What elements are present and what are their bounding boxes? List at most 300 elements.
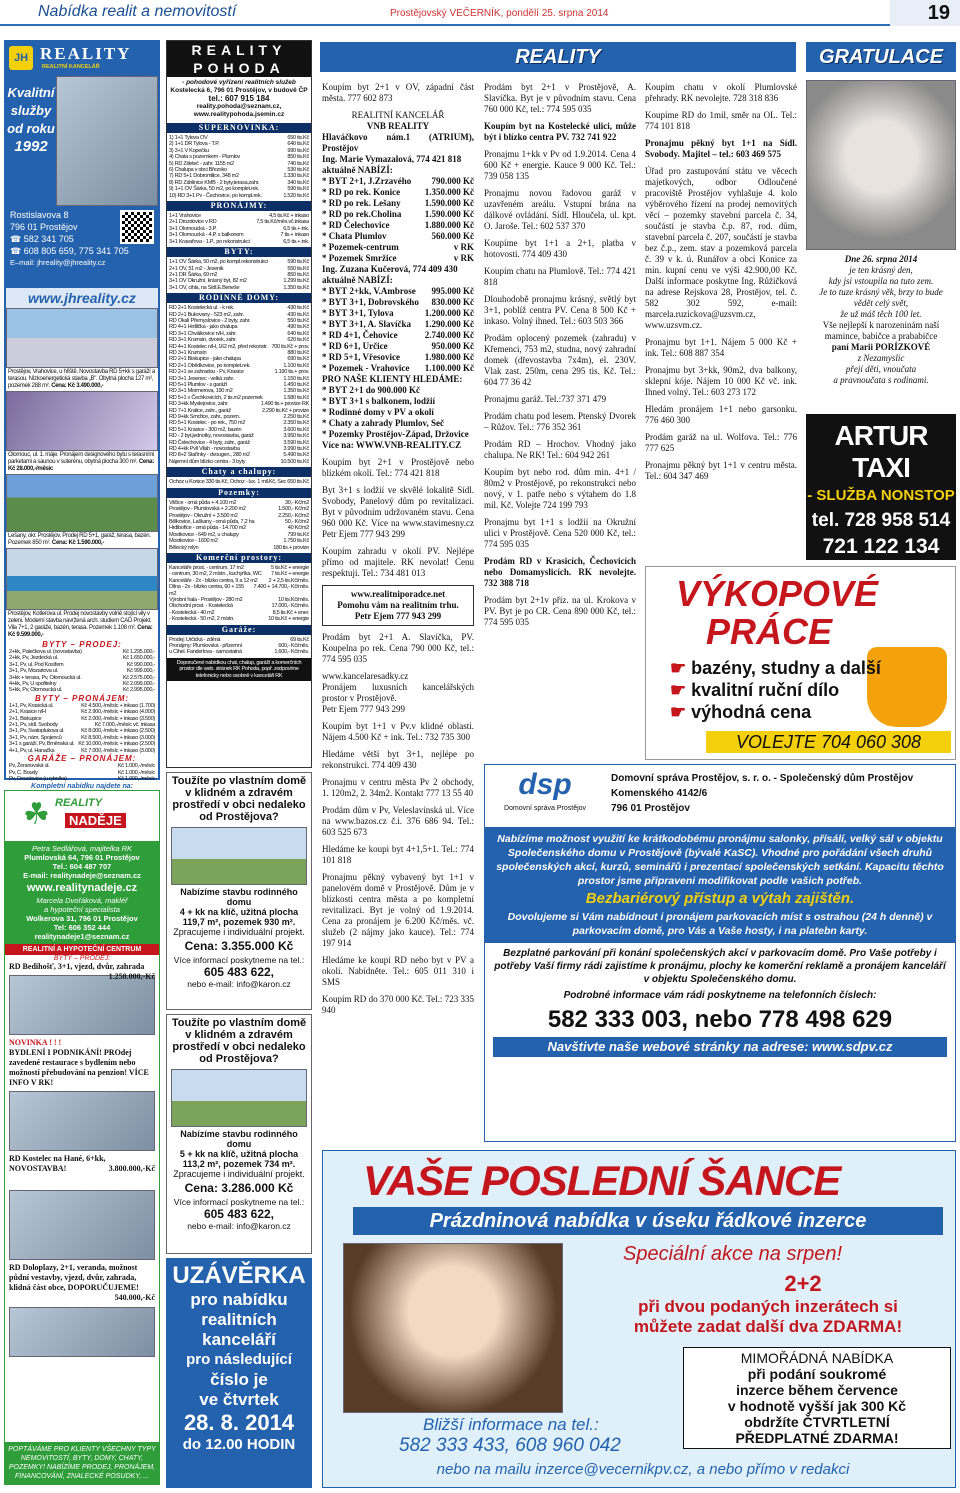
- row-value: 340 tis.Kč: [287, 179, 309, 186]
- dsp-address: [605, 765, 955, 827]
- row-label: RD Čelechovice - 4 byty, zahr., garáž: [169, 439, 250, 446]
- extra-line: obdržíte ČTVRTLETNÍ: [744, 1414, 890, 1430]
- classified-ad: Prodám byt 2+1v příz. na ul. Krokova v PV. Byt je po CR. Cena 890 000 Kč, tel.: 774 595 035: [484, 595, 636, 627]
- row-value: 7,5 tis.Kč/měs.vč.inkasa: [256, 219, 309, 226]
- row-label: Bělkovice, Laškany - orná půda, 7,2 ha: [169, 518, 255, 525]
- jh-phone[interactable]: ☎ 582 341 705: [10, 234, 74, 244]
- row-label: RD 5+1 Plumlov - s garáží: [169, 382, 227, 388]
- uzaverka-line: ve čtvrtek: [199, 1390, 279, 1409]
- row-value: 3.950 tis.Kč: [283, 433, 309, 440]
- supernovinka-list: [167, 135, 311, 199]
- chaty-heading: Chaty a chalupy:: [167, 467, 311, 477]
- classified-ad: Koupím byt 1+1 v Pv.v klidné oblasti. Nájem 4.500 Kč + ink. Tel.: 732 735 300: [322, 721, 474, 742]
- offer-text: Lešany, okr. Prostějov. Prodej RD 5+1, garáž, terasa, bazén. Pozemek 850 m².: [8, 533, 151, 546]
- row-value: 990 tis.Kč: [287, 147, 309, 154]
- row-label: 3+1 OV, cihla, na Sídl.E.Beneše: [169, 284, 240, 291]
- dsp-web[interactable]: Navštivte naše webové stránky na adrese: www.sdpv.cz: [493, 1037, 947, 1057]
- row-value: 1.490 tis.+ provize RK: [260, 401, 309, 408]
- text-line: Je to tuze krásný věk, brzy to bude: [819, 287, 943, 297]
- list-row: [169, 459, 309, 465]
- row-value: 10 tis.Kč/měs.: [278, 596, 309, 603]
- supernovinka-heading: SUPERNOVINKA:: [167, 123, 311, 133]
- vnb-item: [322, 330, 474, 341]
- vnb-item-label: * BYT 3+1, Dobrovského: [322, 297, 419, 307]
- row-label: - Kostelecká - 40 m2: [169, 609, 215, 616]
- classified-ad: Koupím chatu v okolí Plumlovské přehrady. RK nevolejte. 728 318 836: [645, 82, 797, 103]
- chaty-text: Ochoz u Konice 330 tis.Kč, Ochoz - lux. 1 mil.Kč, Sec 650 tis.Kč: [169, 479, 309, 486]
- row-value: Kč 1.000,-/měsíc: [117, 763, 155, 770]
- rodinne-domy-heading: RODINNÉ DOMY:: [167, 293, 311, 303]
- house-ad-desc2: Zpracujeme i individuální projekt.: [173, 927, 305, 937]
- house-ad-1: [166, 772, 312, 1010]
- row-label: 3+1, Pv, Svatoplukova ul.: [9, 728, 65, 735]
- house-ad-desc: 4 + kk na klíč, užitná plocha 119,7 m², pozemek 930 m².: [179, 907, 299, 927]
- uzaverka-time: do 12.00 HODIN: [182, 1436, 296, 1453]
- house-photo-3: [6, 474, 158, 532]
- row-value: Kč 7.000,-/měsíc vč. inkasa: [94, 722, 155, 729]
- vnb-address: Hlaváčkovo nám.1 (ATRIUM), Prostějov: [322, 132, 474, 153]
- vnb-item-label: * Pozemek-centrum: [322, 242, 399, 252]
- jh-contact: [6, 206, 158, 288]
- komercni-list: [167, 565, 311, 623]
- box-line: Pomohu vám na realitním trhu.: [337, 600, 459, 610]
- classified-ad: Prodám dům v Pv, Veleslavínská ul. Více na www.bazos.cz č.i. 376 686 94. Tel.: 603 525 673: [322, 805, 474, 837]
- agent-role: a hypoteční specialista: [44, 905, 120, 914]
- row-label: 8) RD Záhlinice KMB - 2 byty,terasa,zahr.: [169, 179, 260, 186]
- classified-ad: Koupím byt 2+1 v Prostějově nebo blízkém okolí. Tel.: 774 421 818: [322, 457, 474, 478]
- dsp-access: Bezbariérový přístup a výtah zajištěn.: [585, 890, 855, 907]
- pohoda-title-2: POHODA: [193, 60, 285, 76]
- row-value: 5 tis.Kč + energie: [271, 564, 309, 571]
- pozemky-heading: Pozemky:: [167, 488, 311, 498]
- row-label: 2+1 OV, 51 m2 - Jesenik: [169, 265, 224, 272]
- text-line: že už máš těch 100 let.: [840, 309, 922, 319]
- row-label: Prostějov - Plumlovská + 2.200 m2: [169, 506, 246, 513]
- sance-info-mail[interactable]: nebo na mailu inzerce@vecernikpv.cz, a nebo přímo v redakci: [436, 1461, 850, 1478]
- jh-offer-1: [6, 368, 158, 391]
- offer-price: Cena: Kč 28.000,-/měsíc: [8, 459, 155, 472]
- row-label: 9) 1+1 OV Šárka, 50 m2, po komplet.rek.: [169, 186, 260, 193]
- page-number: 19: [890, 0, 960, 26]
- vnb-item-price: 1.200.000 Kč: [424, 308, 474, 318]
- portrait-photo: [806, 80, 956, 250]
- vykopove-prace-ad: [645, 566, 956, 760]
- row-label: 3+1 Kravařova - 1.P., po rekonstrukci: [169, 238, 250, 245]
- row-value: 8,5 tis.Kč + ener.: [272, 609, 309, 616]
- office-photo: [56, 76, 158, 206]
- row-label: Obchodní prost. - Kostelecká: [169, 603, 233, 610]
- row-value: 7 tis.Kč + energie: [271, 571, 309, 578]
- list-row: [169, 193, 309, 199]
- row-label: 1) 1+1 Tylova OV: [169, 135, 208, 141]
- row-value: 1.190 tis.+ prov.: [274, 369, 309, 376]
- row-value: 430 tis.Kč: [287, 305, 309, 312]
- vnb-item-label: * Chata Plumlov: [322, 231, 387, 241]
- extra-line: MIMOŘÁDNÁ NABÍDKA: [740, 1350, 894, 1366]
- vnb-search-item: * Rodinné domy v PV a okolí: [322, 407, 434, 417]
- offer-price: 1.250.000,-Kč: [108, 972, 155, 981]
- row-value: 2.250,- Kč/m2: [278, 512, 309, 519]
- box-line: Petr Ejem 777 943 299: [354, 611, 442, 621]
- row-label: Vitčice - orná půda + 4.100 m2: [169, 499, 237, 506]
- classified-ad: Pronajmu byt 1+1 s lodžií na Okružní ulici v Prostějově. Cena 520 000 Kč, tel.: 774 595 035: [484, 517, 636, 549]
- dsp-phone[interactable]: 582 333 003, nebo 778 498 629: [547, 1006, 893, 1033]
- row-value: 4,5 tis.Kč + inkaso: [269, 213, 309, 220]
- jh-slogan: [6, 76, 56, 206]
- jh-sale-heading: BYTY – PRODEJ:: [42, 640, 122, 649]
- row-value: 1.299 tis.Kč: [283, 278, 309, 285]
- vnb-item-label: * RD Čelechovice: [322, 220, 390, 230]
- row-value: 640 tis.Kč: [287, 141, 309, 148]
- vnb-item-label: * RD 4+1, Čehovice: [322, 330, 398, 340]
- row-label: 6) Chalupa v obci Březsko: [169, 167, 227, 174]
- list-row: [169, 616, 309, 622]
- vykop-bullet: [670, 679, 881, 701]
- vnb-item-price: 1.980.000 Kč: [424, 352, 474, 362]
- row-value: 740 tis.Kč: [287, 160, 309, 167]
- row-label: RD 2+1 Biskupice - jako chalupa: [169, 356, 241, 363]
- list-row: [9, 776, 155, 782]
- row-value: 6,5 tis.+ ink.: [283, 225, 309, 232]
- row-label: 5) RD Zdeteč - zahr. 1155 m2: [169, 160, 234, 167]
- kanc-web[interactable]: www.kancelaresadky.cz: [322, 671, 409, 681]
- row-value: Kč 2.900,-/měsíc + inkaso (4.000): [81, 709, 155, 716]
- sance-subtitle: Prázdninová nabídka v úseku řádkové inzerce: [353, 1207, 943, 1235]
- jh-mobile[interactable]: ☎ 608 805 659, 775 341 705: [10, 246, 129, 256]
- dsp-logo-text: dsp: [518, 768, 572, 801]
- dsp-more: [485, 943, 955, 1006]
- nadeje-offer-4: [9, 1263, 155, 1302]
- row-value: 2 + 2,5 tis.Kč/měs.: [268, 577, 309, 584]
- row-label: 5+kk, Pv, Olomoucká ul.: [9, 687, 63, 694]
- row-label: 2+1, Pv, sídl. Svobody: [9, 722, 58, 729]
- vnb-person-2: Ing. Zuzana Kučerová, 774 409 430: [322, 264, 458, 274]
- row-label: RD 8+2 Stařínky - dvougen., 280 m2: [169, 452, 250, 459]
- offer-price: Cena: Kč 3.490.000,-: [51, 383, 104, 389]
- row-value: Kč 2.000,-/měsíc + inkaso (3.500): [81, 715, 155, 722]
- dsp-header: [485, 765, 955, 827]
- row-label: Pv, Drozdovice (u rybníka): [9, 775, 67, 782]
- gratulace-box: [806, 80, 956, 410]
- row-label: 3+1, Pv, nám. Spojenců: [9, 734, 62, 741]
- vnb-item-price: 1.590.000 Kč: [424, 209, 474, 219]
- row-value: 1.580 tis.Kč: [283, 394, 309, 401]
- posledni-sance-ad: [322, 1150, 956, 1488]
- row-label: Mostkovice - 1600 m2: [169, 538, 218, 545]
- row-label: 4+1, Pv, ul. Hanačka: [9, 747, 55, 754]
- house-ad-email[interactable]: nebo e-mail: info@karon.cz: [187, 979, 291, 989]
- issue-date: Prostějovský VEČERNÍK, pondělí 25. srpna 2014: [390, 8, 609, 19]
- jh-brand-bar: [6, 42, 158, 76]
- row-label: RD 3+1 Mormerova, 190 m2: [169, 388, 233, 395]
- email-line[interactable]: E-mail: realitynadeje@seznam.cz: [23, 871, 141, 880]
- row-value: 640 tis.Kč: [287, 330, 309, 337]
- house-ad-phone[interactable]: 605 483 622,: [203, 965, 275, 979]
- vnb-item-price: 2.740.000 Kč: [424, 330, 474, 340]
- classified-ad: Úřad pro zastupování státu ve věcech majetkových, odbor Odloučené pracoviště Prostějov vyhlašuje 4. kolo výběrového řízení na prodej nemovitých věcí – pozemky stavební parcela č. 34, součástí je stavba č.p. 87, rod. dům, stavební parcela č. 207, součástí je stavba bez č.p., zem. stav a pozemková parcela č. 39 v k. ú. Runářov a obci Konice za min. kupní cenu ve výši 42.900,00 Kč. Další informace poskytne Ing. Růžičková na adrese Rejskova 28, Prostějov, tel. č. 582 302 592, e-mail: marcela.ruzickova@uzsvm.cz, www.uzsvm.cz.: [645, 166, 797, 330]
- row-value: 1.750 tis.Kč: [283, 538, 309, 545]
- vnb-item-label: * RD 5+1, Vřesovice: [322, 352, 400, 362]
- jh-offer-2: [6, 451, 158, 474]
- jh-logo: JH: [9, 46, 33, 70]
- pohoda-web[interactable]: www.realitypohoda.jsemin.cz: [193, 111, 285, 118]
- house-ad-2: [166, 1014, 312, 1254]
- vnb-search-item: * Chaty a zahrady Plumlov, Seč: [322, 418, 445, 428]
- vnb-item-price: v RK: [453, 242, 474, 252]
- agent-email[interactable]: realitynadeje1@seznam.cz: [34, 932, 130, 941]
- row-value: 3.590 tis.Kč: [283, 439, 309, 446]
- text-line: z Nezamyslic: [857, 353, 905, 363]
- row-label: 3+kk + terasa, Pv, Olomoucká ul.: [9, 674, 82, 681]
- row-value: 590 tis.Kč: [287, 259, 309, 266]
- row-label: RD 5+1 v Čechkovicích, 2 tis.m2 pozemek: [169, 394, 263, 401]
- vykop-phone[interactable]: VOLEJTE 704 060 308: [706, 731, 951, 753]
- house-photo-4: [6, 548, 158, 610]
- row-value: 650 tis.Kč: [287, 135, 309, 141]
- byty-heading: BYTY:: [167, 247, 311, 257]
- vnb-offer-heading-2: aktuálně NABÍZÍ:: [322, 275, 393, 285]
- row-label: 2+kk, Pv, Jezdecká ul.: [9, 655, 58, 662]
- classified-ad: Prodám chatu pod lesem. Ptenský Dvorek – Růžov. Tel.: 776 352 361: [484, 411, 636, 432]
- row-value: 700 tis.Kč + prov.: [271, 343, 309, 350]
- offer-text: Olomouc, ul. 1. máje. Pronájem designového bytu s terasními parketami a saunou v suterénu, obytná plocha 300 m².: [8, 452, 155, 465]
- taxi-slogan: - SLUŽBA NONSTOP: [807, 487, 955, 504]
- jh-brand-sub: REALITNÍ KANCELÁŘ: [42, 64, 100, 70]
- offer-price: 3.800.000,-Kč: [108, 1164, 155, 1173]
- row-value: 550 tis.Kč: [287, 265, 309, 272]
- pohoda-email[interactable]: reality.pohoda@seznam.cz,: [196, 103, 282, 110]
- taxi-phone-1[interactable]: tel. 728 958 514: [811, 510, 951, 531]
- row-value: Kč 990.000,-: [126, 661, 155, 668]
- dsp-ad: [484, 764, 956, 1142]
- slogan-line: služby: [10, 103, 52, 118]
- novinka-label: NOVINKA ! ! !: [9, 1038, 62, 1047]
- row-value: 1.500,- Kč/m2: [278, 506, 309, 513]
- vnb-item-label: * Pozemek - Vrahovice: [322, 363, 410, 373]
- gratulace-date: Dne 26. srpna 2014: [844, 254, 918, 264]
- classified-ad: Koupíme byt 1+1 a 2+1, platba v hotovosti. 774 409 430: [484, 238, 636, 259]
- row-label: Pronájmy: Plumlovská - přízemní: [169, 643, 242, 649]
- classified-ad: Prodám byt 2+1 A. Slavíčka, PV. Koupelna po rek. Cena 790 000 Kč, tel.: 774 595 035: [322, 632, 474, 664]
- vnb-web[interactable]: Více na: WWW.VNB-REALITY.CZ: [322, 440, 462, 450]
- row-label: Výrobní hala - Prostějov - 280 m2: [169, 596, 243, 603]
- row-label: 3+1 Olomoucká - 3.P.: [169, 225, 217, 232]
- page-header: [0, 0, 960, 26]
- house-ad-heading: Nabízíme stavbu rodinného domu: [180, 1129, 298, 1149]
- classified-ad: Pronajmu garáž. Tel.:737 371 479: [484, 394, 607, 404]
- row-value: Kč 999.000,-: [126, 668, 155, 675]
- nadeje-photo-3: [9, 1190, 155, 1260]
- kanc-person: Petr Ejem 777 943 299: [322, 704, 405, 714]
- house-ad-price: Cena: 3.286.000 Kč: [184, 1181, 294, 1195]
- row-label: RD 5+1 Krasice - 300 m2, bazén: [169, 426, 242, 433]
- house-render-photo: [171, 1069, 307, 1127]
- realitni-poradce-box: [322, 585, 474, 626]
- row-value: 490 tis.Kč: [287, 324, 309, 331]
- vnb-person: Ing. Marie Vymazalová, 774 421 818: [322, 154, 462, 164]
- reality-band: REALITY: [320, 42, 796, 72]
- row-value: 600,- Kč/měs.: [278, 643, 309, 649]
- hand-icon: ☛: [670, 680, 692, 700]
- jh-city: 796 01 Prostějov: [10, 222, 78, 232]
- vykop-bullet: [670, 657, 881, 679]
- classified-ad: Byt 3+1 s lodžií ve skvělé lokalitě Sídl. Svobody, Panelový dům po revitalizaci. Byt v původním udržovaném stavu. Cena 960 000 Kč. Více na www.stavimesny.cz Petr Ejem 777 943 299: [322, 485, 474, 539]
- row-label: RD 2+1 se zahradou - Pv, Krasice: [169, 369, 244, 376]
- jh-web[interactable]: www.jhreality.cz: [6, 288, 158, 308]
- vnb-offer-heading: aktuálně NABÍZÍ:: [322, 165, 393, 175]
- nadeje-photo-4: [9, 1307, 155, 1357]
- slogan-line: Kvalitní: [7, 85, 55, 100]
- row-value: 3.990 tis.Kč: [283, 446, 309, 453]
- classified-ad: Hledám pronájem 1+1 nebo garsonku. 776 460 300: [645, 404, 797, 425]
- dsp-logo-sub: Domovní správa Prostějov: [503, 805, 587, 812]
- vnb-item: [322, 198, 474, 209]
- taxi-phone-2[interactable]: 721 122 134: [822, 535, 940, 558]
- row-value: 1.150 tis.Kč: [283, 375, 309, 382]
- kanc-text: Pronájem luxusních kancelářských prostor v Prostějově.: [322, 682, 474, 703]
- vnb-item-price: 560.000 Kč: [431, 231, 474, 241]
- row-label: 3+1 Olomoucká - 4.P. s balkonem: [169, 232, 244, 239]
- sance-offer-line-1: při dvou podaných inzerátech si: [638, 1297, 898, 1316]
- box-line[interactable]: www.realitniporadce.net: [350, 589, 446, 599]
- classified-ad: Prodám RD v Krasicích, Čechovicích nebo Domamyslicích. RK nevolejte. 732 388 718: [484, 556, 636, 588]
- vnb-item: [322, 308, 474, 319]
- agent-address: Wolkerova 31, 796 01 Prostějov: [26, 914, 138, 923]
- vnb-name: VNB REALITY: [366, 121, 430, 131]
- jh-rent-heading: BYTY – PRONÁJEM:: [34, 693, 130, 703]
- jh-garage-list: [6, 763, 158, 782]
- row-value: Kč 8.000,-/měsíc + inkaso (2.500): [81, 728, 155, 735]
- vnb-item-price: 950.000 Kč: [431, 341, 474, 351]
- row-label: Bělecký mlýn: [169, 544, 199, 551]
- row-label: 1+1 Vrahovice: [169, 213, 201, 220]
- house-ad-price: Cena: 3.355.000 Kč: [184, 939, 294, 953]
- row-label: Prostějov - Okružní + 3.500 m2: [169, 512, 238, 519]
- row-value: 2.250 tis.Kč: [283, 414, 309, 421]
- row-label: Nájemní dům blízko centra - 3 byty: [169, 458, 246, 465]
- row-value: 69 tis.Kč: [290, 636, 309, 643]
- offer-price: Cena: Kč 1.590.000,-: [51, 540, 104, 546]
- text-line: přejí děti, vnoučata: [845, 364, 917, 374]
- byty-list: [167, 259, 311, 291]
- offer-text: Prostějov, Vrahovice, u hřiště. Novostavba RD 5+kk s garáží a terasou. Nízkoenergetická stavba „B". Obytná plocha 127 m², pozemek 288 m².: [8, 369, 155, 389]
- agent-line: Marcela Dvořáková, makléř: [36, 896, 128, 905]
- vnb-item: [322, 319, 474, 330]
- vnb-item: [322, 209, 474, 220]
- garaze-heading: Garáže:: [167, 625, 311, 635]
- vnb-item: [322, 363, 474, 374]
- list-row: [169, 649, 309, 655]
- list-row: [169, 584, 309, 597]
- classifieds-column-1: [322, 82, 474, 1142]
- row-label: 10) RD 3+1 Pv - Čechovice, po kompl.rek.: [169, 192, 262, 199]
- jh-street: Rostislavova 8: [10, 210, 69, 220]
- hand-icon: ☛: [670, 658, 692, 678]
- row-value: 1.450 tis.Kč: [283, 382, 309, 388]
- hand-icon: ☛: [670, 702, 692, 722]
- row-value: Kč 1.295.000,-: [122, 649, 155, 655]
- classified-ad: Pronajmu byt 3+kk, 90m2, dva balkony, sklepní kóje. Nájem 10 000 Kč vč. ink. Ihned volný. Tel.: 603 273 172: [645, 365, 797, 397]
- classified-ad: Hledáme ke koupi RD nebo byt v PV a okolí. Nabídněte. Tel.: 605 011 310 i SMS: [322, 955, 474, 987]
- house-ad-phone[interactable]: 605 483 622,: [203, 1207, 275, 1221]
- row-label: RD 3+1 Chválkovice n/H, zahr.: [169, 330, 237, 337]
- agent-phone[interactable]: Tel: 606 352 444: [53, 923, 111, 932]
- sance-special: Speciální akce na srpen!: [623, 1243, 843, 1265]
- nadeje-offers: [5, 962, 159, 1357]
- vykop-bullets: [670, 657, 881, 723]
- dsp-free-parking: Bezplatné parkování při konání společenských akcí v parkovacím domě. Pro Vaše potřeby i potřeby Vaší firmy rádi zajistíme k pronájmu, plochy ke komerční reklamě a pronájem kanceláří v objektu Společenského domu.: [494, 948, 946, 985]
- row-value: 880 tis.Kč: [287, 349, 309, 356]
- list-row: [169, 239, 309, 245]
- nadeje-photo-1: [9, 975, 155, 1035]
- house-ad-email[interactable]: nebo e-mail: info@karon.cz: [187, 1221, 291, 1231]
- row-label: 3+1, Pv, Mozartova ul.: [9, 668, 58, 675]
- row-value: 2.350 tis.Kč: [283, 420, 309, 427]
- vnb-title: REALITNÍ KANCELÁŘ: [351, 110, 445, 120]
- sance-extra-box: [683, 1347, 951, 1449]
- nadeje-band: REALITNÍ A HYPOTEČNÍ CENTRUM: [5, 944, 159, 955]
- classified-ad: Dlouhodobě pronajmu krásný, světlý byt 3+1, poblíž centra PV. Cena 8 500 Kč + inkaso. Volný ihned. Tel.: 603 503 366: [484, 294, 636, 326]
- dsp-parking: Dovolujeme si Vám nabídnout i pronájem parkovacích míst s ostrahou (24 h denně) v parkovacím domě, pro Vás a Vaše hosty, i na platebn karty.: [507, 911, 933, 937]
- vykop-title-2: PRÁCE: [706, 611, 833, 652]
- row-label: RD 9+kk Smržice, zahr., pozem.: [169, 414, 241, 421]
- row-label: Dílna - 2x - blízko centra, 60 + 155 m2: [169, 584, 244, 597]
- uzaverka-line: pro nabídku: [190, 1290, 288, 1309]
- row-label: 1+1, Pv, Krasická ul.: [9, 702, 54, 709]
- sance-title: VAŠE POSLEDNÍ ŠANCE: [363, 1157, 841, 1204]
- vnb-item-label: * RD po rek. Konice: [322, 187, 401, 197]
- phone-line[interactable]: Tel.: 604 487 707: [52, 862, 112, 871]
- row-label: 3+1 s garáží, Pv, Brněnská ul.: [9, 741, 75, 748]
- classifieds-column-2: [484, 82, 636, 742]
- vnb-item-price: 995.000 Kč: [431, 286, 474, 296]
- nadeje-web[interactable]: www.realitynadeje.cz: [26, 882, 138, 894]
- dsp-offer: Nabízíme možnost využití ke krátkodobému pronájmu salonky, přísálí, velký sál v objektu Společenského domu v Prostějově (bývalé KaSC). Vhodné pro pořádání všech druhů společenských akcí, kurzů, seminářů i prezentací společenských setkání. Kapacitu těchto prostor jsme připraveni modifikovat podle vašich potřeb.: [496, 833, 944, 887]
- row-label: 2) 1+1 DR Tylova - T.P.: [169, 141, 220, 148]
- vnb-item: [322, 242, 474, 253]
- row-value: Kč 2.995.000,-: [122, 687, 155, 694]
- row-value: 850 tis.Kč: [287, 154, 309, 161]
- jh-email[interactable]: E–mail: jhreality@jhreality.cz: [10, 258, 106, 267]
- row-value: 7 tis.+ inkaso: [280, 232, 309, 239]
- row-label: RD 3+1 Jesenec - velká zahr.: [169, 375, 234, 382]
- vnb-item-price: 1.350.000 Kč: [424, 187, 474, 197]
- row-label: 3) 3+1 V Kopečku: [169, 147, 209, 154]
- row-value: 10.500 tis.Kč: [280, 458, 309, 465]
- bullet-text: kvalitní ruční dílo: [691, 680, 840, 700]
- vnb-item-price: 1.590.000 Kč: [424, 198, 474, 208]
- dsp-city: 796 01 Prostějov: [611, 803, 690, 814]
- row-label: Mostkovice - 649 m2, u chalupy: [169, 531, 239, 538]
- row-label: 2+1 Drozdovice v RD: [169, 219, 217, 226]
- sance-info-phone[interactable]: 582 333 433, 608 960 042: [399, 1435, 621, 1456]
- row-value: Kč 2.575.000,-: [122, 674, 155, 681]
- row-label: RD 4+1 Hrdlička - jako chalupa: [169, 324, 238, 331]
- vykop-title-1: VÝKOPOVÉ: [676, 573, 879, 614]
- row-label: RD 2+1 Obědkovice, po komplet.rek.: [169, 362, 251, 369]
- bullet-text: bazény, studny a další: [691, 658, 881, 678]
- nadeje-ad: [4, 790, 160, 1485]
- pohoda-phone[interactable]: tel.: 607 915 184: [208, 94, 270, 103]
- text-line: je ten krásný den,: [849, 265, 913, 275]
- row-value: Kč 10.000,-/měsíc + inkaso (2.500): [78, 741, 155, 748]
- classified-ad: Pronajmu novou řadovou garáž v uzavřeném areálu. Vstupní brána na dálkové ovládání. Sídl. Hloučela, ul. kpt. O. Jaroše. Tel.: 602 537 370: [484, 188, 636, 231]
- offer-text: RD Bedihošť, 3+1, vjezd, dvůr, zahrada: [9, 962, 145, 971]
- uzaverka-line: realitních: [201, 1310, 277, 1329]
- row-label: 4+kk, Pv, U spořitelny: [9, 681, 57, 688]
- classified-ad: Koupíme RD do 1mil, směr na OL. Tel.: 774 101 818: [645, 110, 797, 131]
- pronajmy-list: [167, 213, 311, 245]
